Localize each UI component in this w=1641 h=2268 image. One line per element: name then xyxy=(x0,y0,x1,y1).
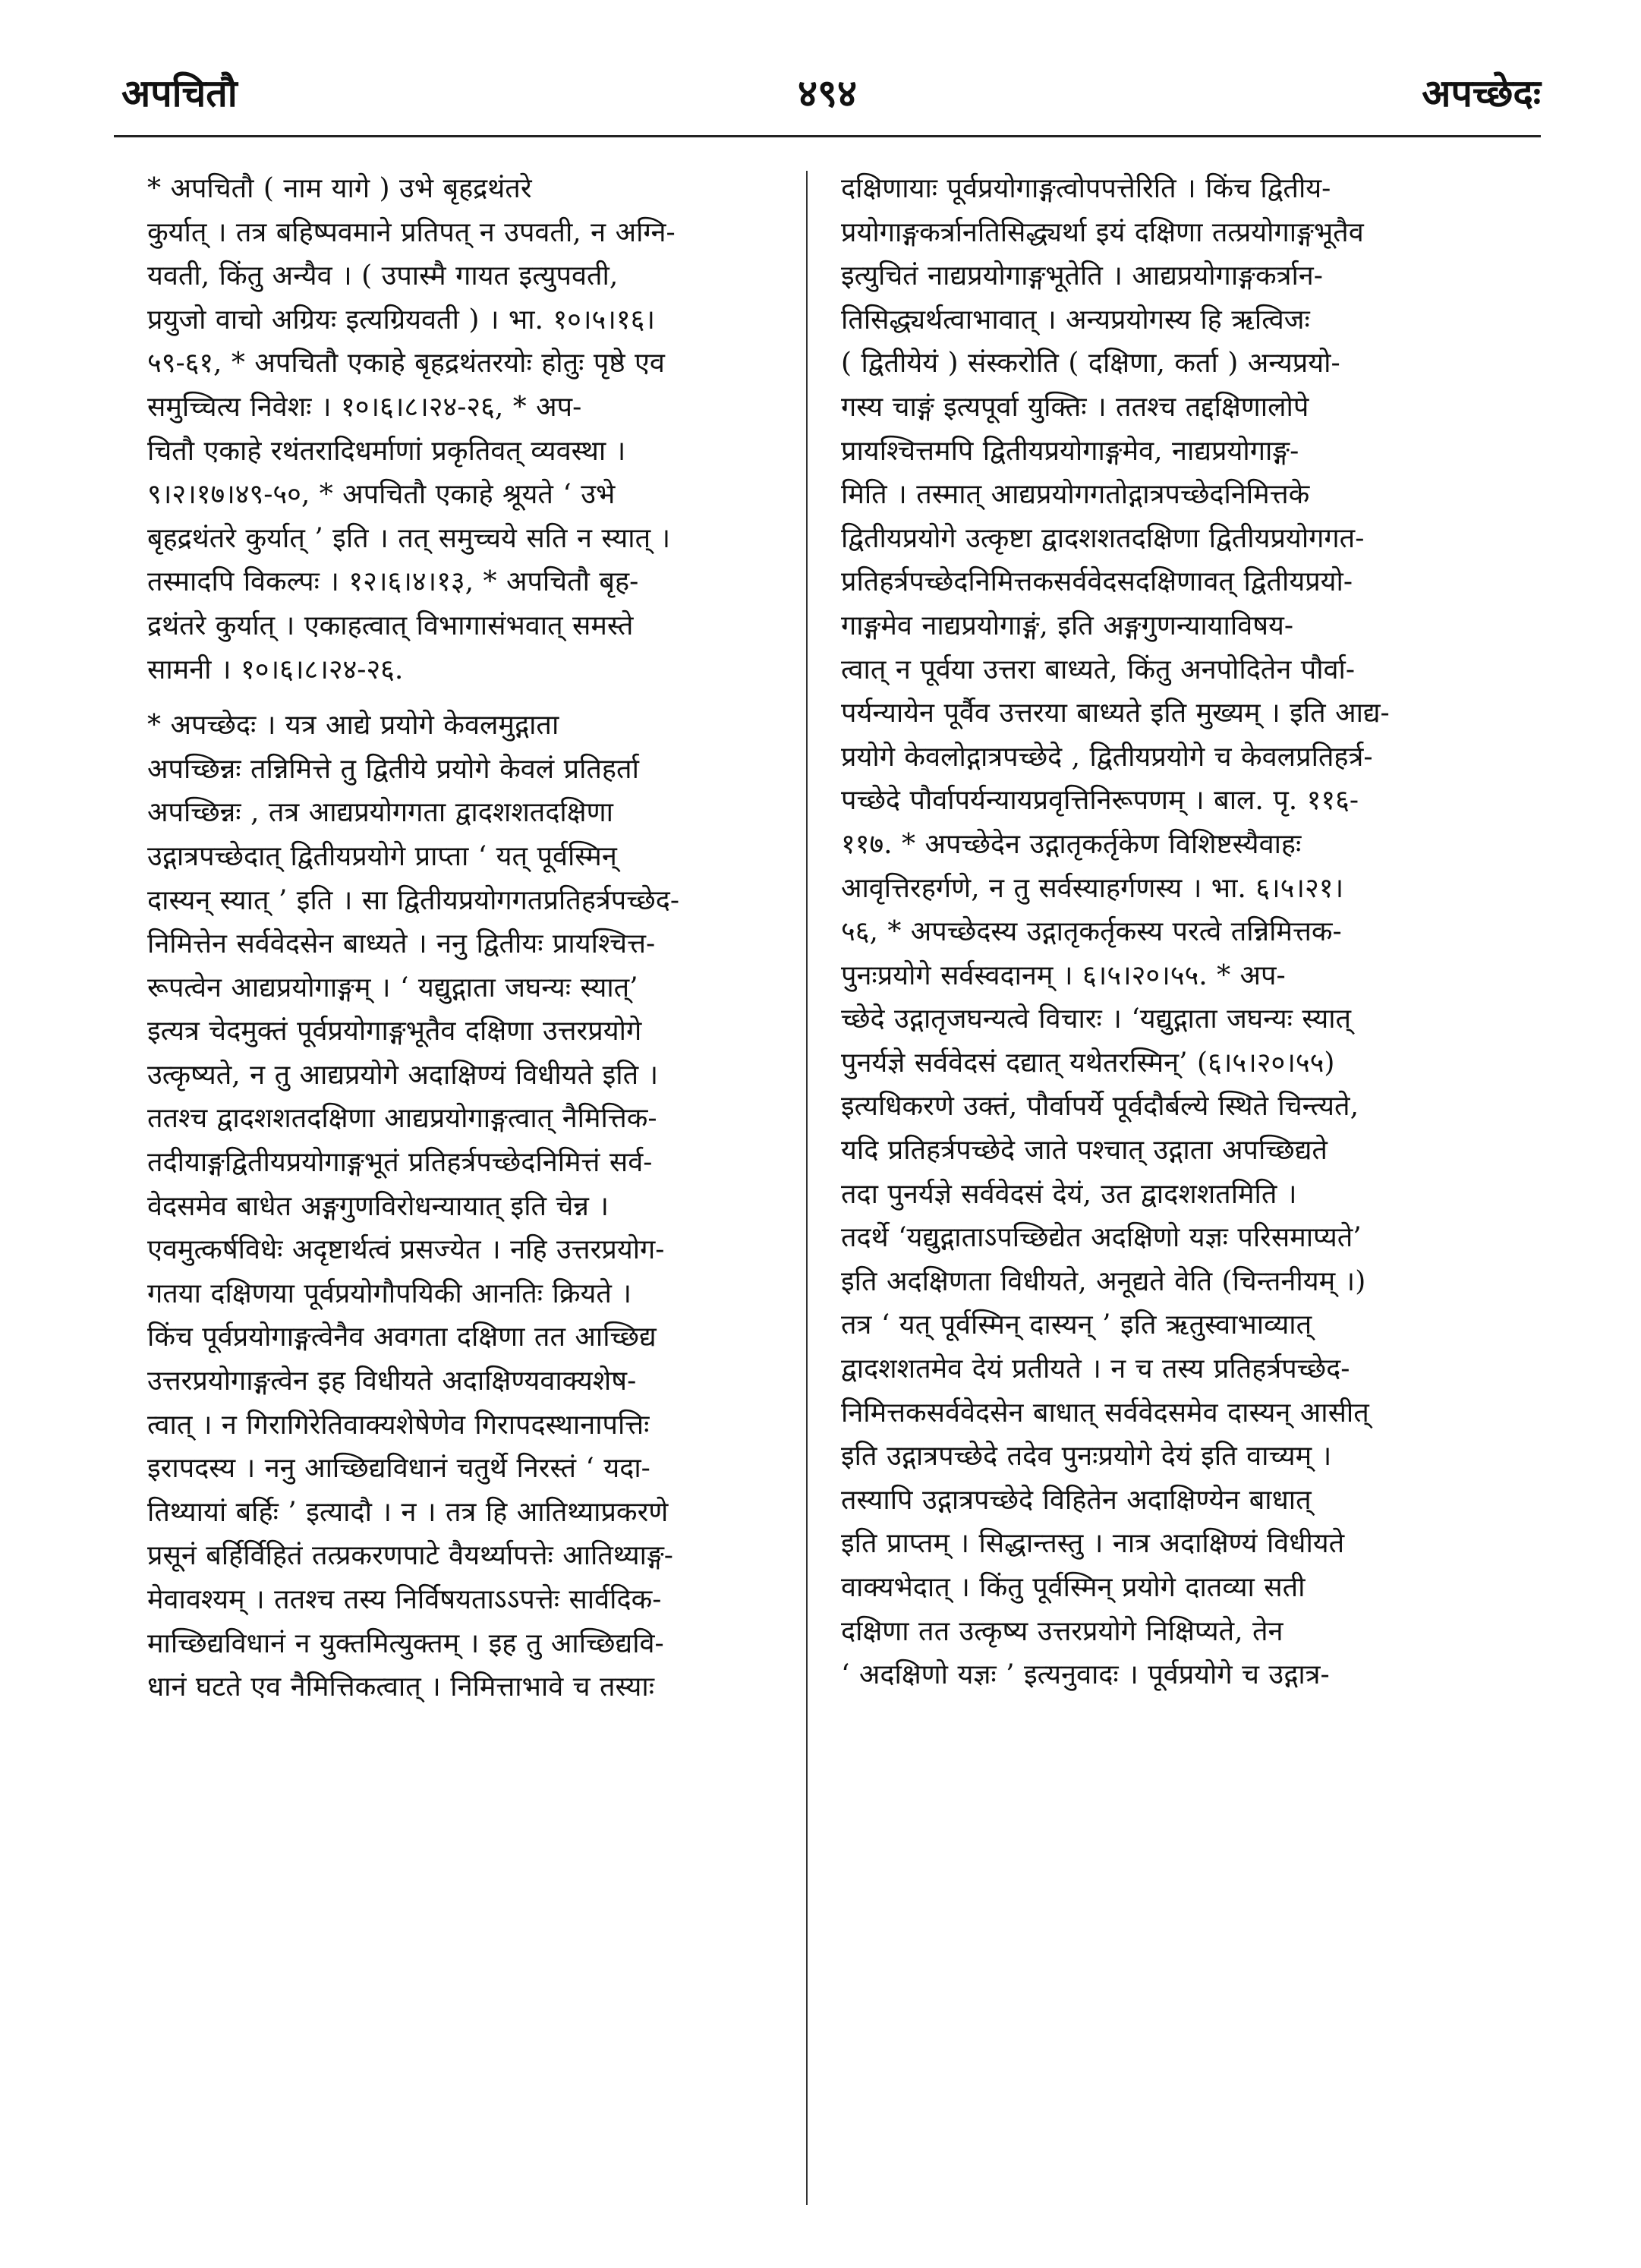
text-line: दक्षिणायाः पूर्वप्रयोगाङ्गत्वोपपत्तेरिति । किंच द्वितीय- xyxy=(841,173,1331,204)
text-line: गाङ्गमेव नाद्यप्रयोगाङ्गं, इति अङ्गगुणन्यायाविषय- xyxy=(841,610,1294,641)
text-line: रूपत्वेन आद्यप्रयोगाङ्गम् । ‘ यद्युद्गाता जघन्यः स्यात्’ xyxy=(147,972,638,1003)
text-line: इति प्राप्तम् । सिद्धान्तस्तु । नात्र अदाक्षिण्यं विधीयते xyxy=(841,1528,1345,1560)
text-line: उत्तरप्रयोगाङ्गत्वेन इह विधीयते अदाक्षिण्यवाक्यशेष- xyxy=(147,1366,637,1397)
text-line: प्रयोगाङ्गकर्त्रानतिसिद्ध्यर्था इयं दक्षिणा तत्प्रयोगाङ्गभूतैव xyxy=(841,216,1364,248)
text-line: एवमुत्कर्षविधेः अदृष्टार्थत्वं प्रसज्येत । नहि उत्तरप्रयोग- xyxy=(147,1234,665,1266)
text-line: इति उद्गात्रपच्छेदे तदेव पुनःप्रयोगे देयं इति वाच्यम् । xyxy=(841,1441,1332,1473)
text-line: द्रथंतरे कुर्यात् । एकाहत्वात् विभागासंभवात् समस्ते xyxy=(147,610,634,641)
text-line: त्वात् । न गिरागिरेतिवाक्यशेषेणेव गिरापदस्थानापत्तिः xyxy=(147,1409,650,1441)
text-line: मिति । तस्मात् आद्यप्रयोगगतोद्गात्रपच्छेदनिमित्तके xyxy=(841,479,1310,511)
text-line: * अपच्छेदः । यत्र आद्ये प्रयोगे केवलमुद्गाता xyxy=(147,710,559,742)
text-line: ‘ अदक्षिणो यज्ञः ’ इत्यनुवादः । पूर्वप्रयोगे च उद्गात्र- xyxy=(841,1659,1330,1691)
text-line: उद्गात्रपच्छेदात् द्वितीयप्रयोगे प्राप्ता ‘ यत् पूर्वस्मिन् xyxy=(147,840,617,872)
text-line: कुर्यात् । तत्र बहिष्पवमाने प्रतिपत् न उपवती, न अग्नि- xyxy=(147,216,676,248)
text-line: माच्छिद्यविधानं न युक्तमित्युक्तम् । इह तु आच्छिद्यवि- xyxy=(147,1627,664,1659)
text-line: प्रतिहर्त्रपच्छेदनिमित्तकसर्ववेदसदक्षिणावत् द्वितीयप्रयो- xyxy=(841,566,1353,598)
left-column xyxy=(114,167,767,1721)
text-line: आवृत्तिरहर्गणे, न तु सर्वस्याहर्गणस्य । भा. ६।५।२१। xyxy=(841,872,1344,904)
text-line: ( द्वितीयेयं ) संस्करोति ( दक्षिणा, कर्ता ) अन्यप्रयो- xyxy=(841,348,1340,380)
text-line: तदर्थे ‘यद्युद्गाताऽपच्छिद्येत अदक्षिणो यज्ञः परिसमाप्यते’ xyxy=(841,1222,1362,1254)
text-line: दास्यन् स्यात् ’ इति । सा द्वितीयप्रयोगगतप्रतिहर्त्रपच्छेद- xyxy=(147,884,679,916)
text-line: किंच पूर्वप्रयोगाङ्गत्वेनैव अवगता दक्षिणा तत आच्छिद्य xyxy=(147,1321,657,1353)
text-line: निमित्तेन सर्ववेदसेन बाध्यते । ननु द्वितीयः प्रायश्चित्त- xyxy=(147,928,656,960)
text-line: उत्कृष्यते, न तु आद्यप्रयोगे अदाक्षिण्यं विधीयते इति । xyxy=(147,1059,659,1091)
text-line: पर्यन्यायेन पूर्वैव उत्तरया बाध्यते इति मुख्यम् । इति आद्य- xyxy=(841,698,1390,729)
text-line: पुनर्यज्ञे सर्ववेदसं दद्यात् यथेतरस्मिन्’ (६।५।२०।५५) xyxy=(841,1047,1335,1079)
text-line: गस्य चाङ्गं इत्यपूर्वा युक्तिः । ततश्च तद्दक्षिणालोपे xyxy=(841,391,1309,423)
text-line: इत्यधिकरणे उक्तं, पौर्वापर्ये पूर्वदौर्बल्ये स्थिते चिन्त्यते, xyxy=(841,1091,1359,1123)
text-line: ततश्च द्वादशशतदक्षिणा आद्यप्रयोगाङ्गत्वात् नैमित्तिक- xyxy=(147,1103,657,1135)
text-line: तस्यापि उद्गात्रपच्छेदे विहितेन अदाक्षिण्येन बाधात् xyxy=(841,1484,1312,1516)
text-line: चितौ एकाहे रथंतरादिधर्माणां प्रकृतिवत् व्यवस्था । xyxy=(147,435,626,467)
text-line: वाक्यभेदात् । किंतु पूर्वस्मिन् प्रयोगे दातव्या सती xyxy=(841,1572,1306,1603)
left-column-paragraph xyxy=(114,704,767,1709)
text-line: पुनःप्रयोगे सर्वस्वदानम् । ६।५।२०।५५. * अप- xyxy=(841,959,1286,991)
text-line: ५९-६१, * अपचितौ एकाहे बृहद्रथंतरयोः होतुः पृष्ठे एव xyxy=(147,348,665,380)
text-line: पच्छेदे पौर्वापर्यन्यायप्रवृत्तिनिरूपणम् । बाल. पृ. ११६- xyxy=(841,785,1359,817)
text-line: गतया दक्षिणया पूर्वप्रयोगौपयिकी आनतिः क्रियते । xyxy=(147,1277,632,1309)
text-line: तदीयाङ्गद्वितीयप्रयोगाङ्गभूतं प्रतिहर्त्रपच्छेदनिमित्तं सर्व- xyxy=(147,1147,653,1179)
text-line: बृहद्रथंतरे कुर्यात् ’ इति । तत् समुच्चये सति न स्यात् । xyxy=(147,522,671,554)
text-line: इति अदक्षिणता विधीयते, अनूद्यते वेति (चिन्तनीयम् ।) xyxy=(841,1265,1366,1297)
text-line: प्रयुजो वाचो अग्रियः इत्यग्रियवती ) । भा. १०।५।१६। xyxy=(147,304,655,335)
page-number: ४९४ xyxy=(798,71,857,115)
text-line: च्छेदे उद्गातृजघन्यत्वे विचारः । ‘यद्युद्गाता जघन्यः स्यात् xyxy=(841,1003,1352,1035)
text-line: निमित्तकसर्ववेदसेन बाधात् सर्ववेदसमेव दास्यन् आसीत् xyxy=(841,1397,1369,1429)
text-line: प्रायश्चित्तमपि द्वितीयप्रयोगाङ्गमेव, नाद्यप्रयोगाङ्ग- xyxy=(841,435,1299,467)
text-line: मेवावश्यम् । ततश्च तस्य निर्विषयताऽऽपत्तेः सार्वदिक- xyxy=(147,1584,662,1615)
right-column xyxy=(841,167,1524,1709)
text-line: अपच्छिन्नः तन्निमित्ते तु द्वितीये प्रयोगे केवलं प्रतिहर्ता xyxy=(147,753,639,785)
text-line: तिथ्यायां बर्हिः ’ इत्यादौ । न । तत्र हि आतिथ्याप्रकरणे xyxy=(147,1496,669,1528)
text-line: तदा पुनर्यज्ञे सर्ववेदसं देयं, उत द्वादशशतमिति । xyxy=(841,1178,1297,1210)
text-line: समुच्चित्य निवेशः । १०।६।८।२४-२६, * अप- xyxy=(147,391,582,423)
text-line: त्वात् न पूर्वया उत्तरा बाध्यते, किंतु अनपोदितेन पौर्वा- xyxy=(841,654,1356,685)
text-line: ९।२।१७।४९-५०, * अपचितौ एकाहे श्रूयते ‘ उभे xyxy=(147,479,616,511)
text-line: द्वादशशतमेव देयं प्रतीयते । न च तस्य प्रतिहर्त्रपच्छेद- xyxy=(841,1353,1350,1385)
text-line: अपच्छिन्नः , तत्र आद्यप्रयोगगता द्वादशशतदक्षिणा xyxy=(147,797,613,829)
right-column-paragraph xyxy=(841,167,1524,1697)
text-line: तस्मादपि विकल्पः । १२।६।४।१३, * अपचितौ बृह- xyxy=(147,566,639,598)
text-line: ११७. * अपच्छेदेन उद्गातृकर्तृकेण विशिष्टस्यैवाहः xyxy=(841,828,1302,860)
text-line: तत्र ‘ यत् पूर्वस्मिन् दास्यन् ’ इति ऋतुस्वाभाव्यात् xyxy=(841,1309,1312,1341)
column-divider xyxy=(806,171,808,2205)
text-line: यवती, किंतु अन्यैव । ( उपास्मै गायत इत्युपवती, xyxy=(147,260,619,292)
text-line: इत्यत्र चेदमुक्तं पूर्वप्रयोगाङ्गभूतैव दक्षिणा उत्तरप्रयोगे xyxy=(147,1016,642,1047)
text-line: सामनी । १०।६।८।२४-२६. xyxy=(147,654,404,685)
text-line: इरापदस्य । ननु आच्छिद्यविधानं चतुर्थे निरस्तं ‘ यदा- xyxy=(147,1453,650,1485)
text-line: द्वितीयप्रयोगे उत्कृष्टा द्वादशशतदक्षिणा द्वितीयप्रयोगगत- xyxy=(841,522,1365,554)
text-line: यदि प्रतिहर्त्रपच्छेदे जाते पश्चात् उद्गाता अपच्छिद्यते xyxy=(841,1135,1328,1167)
text-line: ५६, * अपच्छेदस्य उद्गातृकर्तृकस्य परत्वे तन्निमित्तक- xyxy=(841,916,1342,948)
left-column-paragraph xyxy=(114,167,767,691)
header-left-keyword: अपचितौ xyxy=(121,71,238,115)
text-line: दक्षिणा तत उत्कृष्य उत्तरप्रयोगे निक्षिप्यते, तेन xyxy=(841,1615,1284,1647)
text-line: इत्युचितं नाद्यप्रयोगाङ्गभूतेति । आद्यप्रयोगाङ्गकर्त्रान- xyxy=(841,260,1323,292)
text-line: तिसिद्ध्यर्थत्वाभावात् । अन्यप्रयोगस्य हि ऋत्विजः xyxy=(841,304,1310,335)
text-line: प्रयोगे केवलोद्गात्रपच्छेदे , द्वितीयप्रयोगे च केवलप्रतिहर्त्र- xyxy=(841,741,1373,773)
text-line: वेदसमेव बाधेत अङ्गगुणविरोधन्यायात् इति चेन्न । xyxy=(147,1190,609,1222)
header-rule xyxy=(114,135,1541,137)
text-line: प्रसूनं बर्हिर्विहितं तत्प्रकरणपाटे वैयर्थ्यापत्तेः आतिथ्याङ्ग- xyxy=(147,1540,673,1572)
header-right-keyword: अपच्छेदः xyxy=(1422,71,1541,115)
text-line: धानं घटते एव नैमित्तिकत्वात् । निमित्ताभावे च तस्याः xyxy=(147,1671,654,1703)
running-header xyxy=(114,67,1541,135)
text-line: * अपचितौ ( नाम यागे ) उभे बृहद्रथंतरे xyxy=(147,173,532,204)
